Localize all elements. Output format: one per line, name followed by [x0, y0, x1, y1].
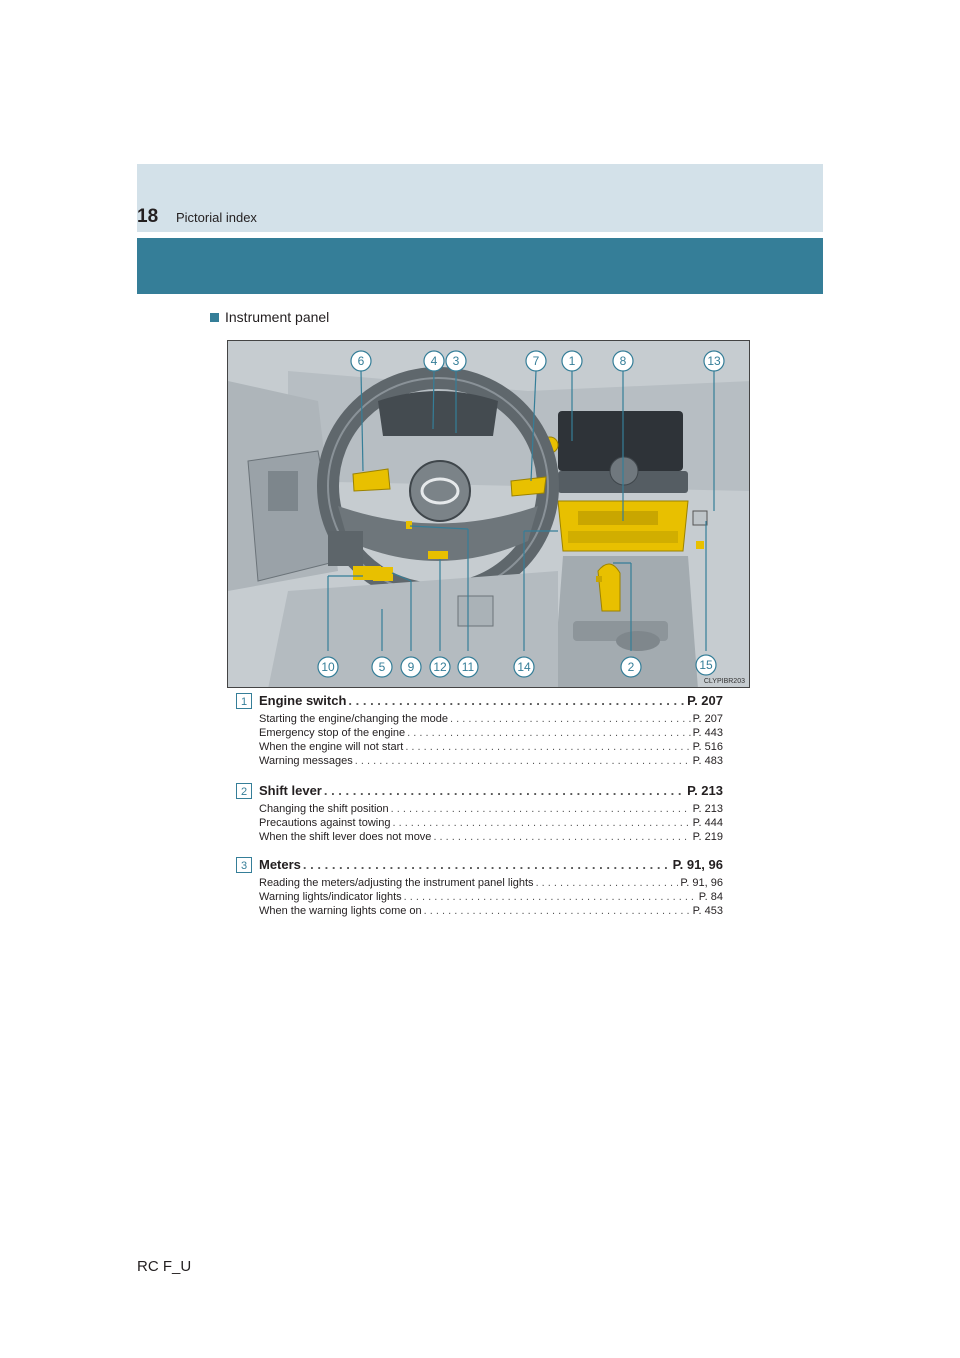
page-number: 18	[137, 206, 159, 227]
bullet-square-icon	[210, 313, 219, 322]
entry-page-ref: P. 91, 96	[672, 857, 723, 872]
entry-item	[259, 890, 723, 904]
callout-11: 11	[461, 660, 475, 674]
item-label: Warning messages	[259, 755, 353, 767]
entry-page-ref: P. 213	[687, 783, 723, 798]
item-label: Changing the shift position	[259, 803, 389, 815]
entry-item	[259, 876, 723, 890]
instrument-panel-illustration	[228, 341, 750, 688]
entry-number-badge: 3	[236, 857, 252, 873]
item-label: Reading the meters/adjusting the instrument panel lights	[259, 877, 534, 889]
item-page-ref: P. 84	[698, 891, 723, 903]
callout-4: 4	[430, 354, 438, 368]
entry-page-ref: P. 207	[687, 693, 723, 708]
item-label: When the engine will not start	[259, 741, 404, 753]
callout-7: 7	[532, 354, 540, 368]
callout-6: 6	[357, 354, 365, 368]
item-page-ref: P. 444	[692, 817, 723, 829]
item-label: Starting the engine/changing the mode	[259, 713, 448, 725]
entry-item	[259, 830, 723, 844]
callout-14: 14	[517, 660, 531, 674]
callout-12: 12	[433, 660, 447, 674]
callout-3: 3	[452, 354, 460, 368]
callout-2: 2	[627, 660, 635, 674]
item-label: Precautions against towing	[259, 817, 391, 829]
subheading	[210, 308, 329, 326]
item-page-ref: P. 219	[692, 831, 723, 843]
callout-10: 10	[321, 660, 335, 674]
entry-heading	[259, 692, 723, 709]
header-title-bar	[137, 238, 823, 294]
callout-9: 9	[407, 660, 415, 674]
item-page-ref: P. 453	[692, 905, 723, 917]
item-page-ref: P. 213	[692, 803, 723, 815]
entry-heading	[259, 856, 723, 873]
item-page-ref: P. 516	[692, 741, 723, 753]
item-label: Emergency stop of the engine	[259, 727, 406, 739]
item-page-ref: P. 91, 96	[680, 877, 723, 889]
entry-item	[259, 726, 723, 740]
entry-item	[259, 904, 723, 918]
entry-item	[259, 816, 723, 830]
entry-heading	[259, 782, 723, 799]
entry-item	[259, 712, 723, 726]
item-label: Warning lights/indicator lights	[259, 891, 402, 903]
item-page-ref: P. 483	[692, 755, 723, 767]
figure-code: CLYPIBR203	[703, 678, 745, 685]
item-label: When the shift lever does not move	[259, 831, 432, 843]
entry-item	[259, 754, 723, 768]
subheading-text: Instrument panel	[225, 309, 330, 325]
item-page-ref: P. 443	[692, 727, 723, 739]
callout-13: 13	[707, 354, 721, 368]
callout-1: 1	[568, 354, 576, 368]
section-title: Pictorial index	[176, 210, 257, 225]
callout-15: 15	[699, 658, 713, 672]
item-page-ref: P. 207	[692, 713, 723, 725]
entry-title: Shift lever	[259, 783, 322, 798]
instrument-panel-figure	[227, 340, 750, 688]
entry-item	[259, 802, 723, 816]
entry-item	[259, 740, 723, 754]
callout-8: 8	[619, 354, 627, 368]
entry-title: Meters	[259, 857, 301, 872]
entry-number-badge: 1	[236, 693, 252, 709]
entry-title: Engine switch	[259, 693, 347, 708]
entry-number-badge: 2	[236, 783, 252, 799]
footer-model-code: RC F_U	[137, 1258, 192, 1275]
item-label: When the warning lights come on	[259, 905, 422, 917]
callout-5: 5	[378, 660, 386, 674]
